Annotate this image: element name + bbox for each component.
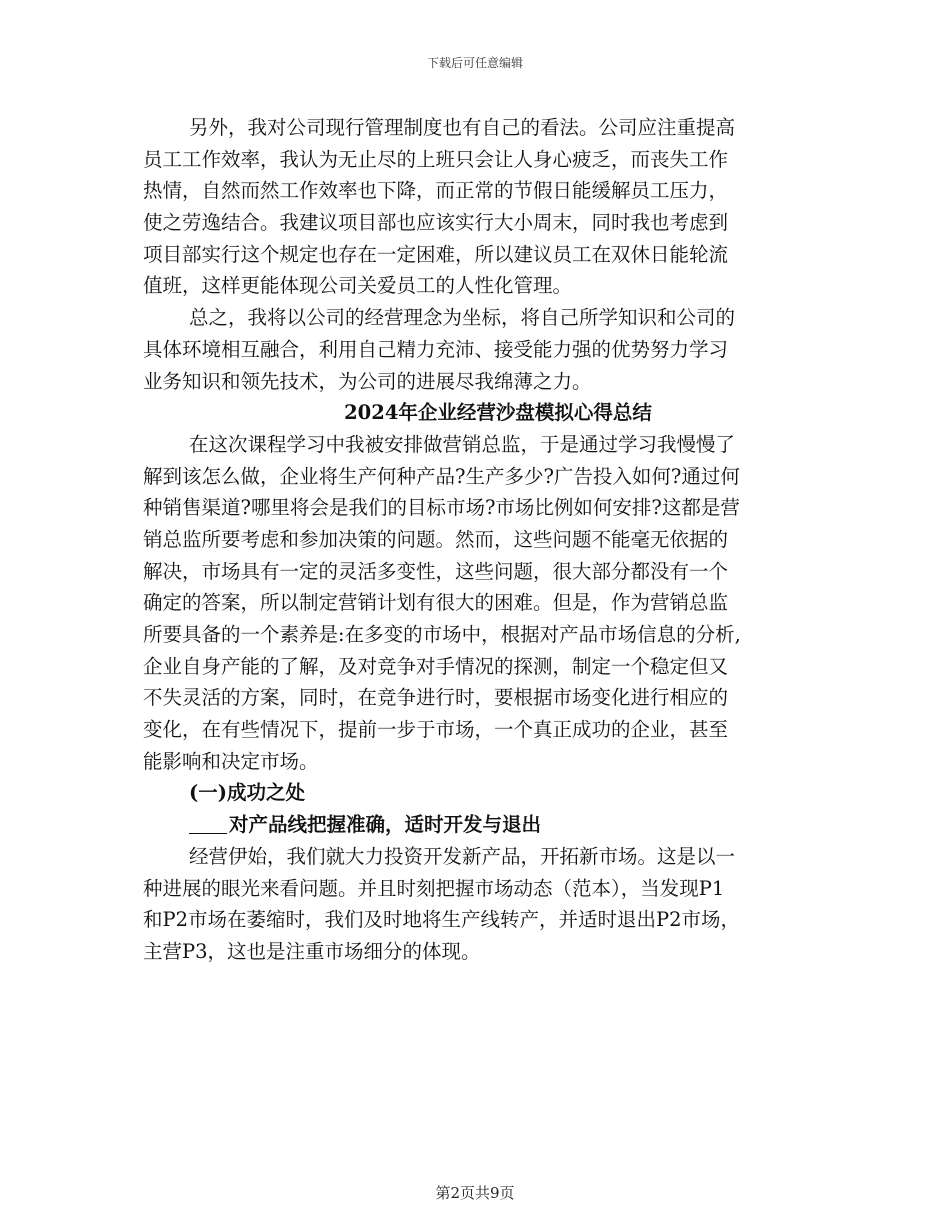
paragraph-line: 和P2市场在萎缩时，我们及时地将生产线转产，并适时退出P2市场， (143, 908, 741, 932)
paragraph-line: 种进展的眼光来看问题。并且时刻把握市场动态（范本），当发现P1 (143, 876, 725, 900)
paragraph-line: 使之劳逸结合。我建议项目部也应该实行大小周末，同时我也考虑到 (143, 211, 729, 235)
paragraph-line: 销总监所要考虑和参加决策的问题。然而，这些问题不能毫无依据的 (143, 527, 729, 551)
paragraph-line: 主营P3，这也是注重市场细分的体现。 (143, 939, 481, 963)
paragraph-line: 解到该怎么做，企业将生产何种产品?生产多少?广告投入如何?通过何 (143, 464, 740, 488)
paragraph-line: 在这次课程学习中我被安排做营销总监，于是通过学习我慢慢了 (189, 432, 736, 456)
paragraph-line: 总之，我将以公司的经营理念为坐标，将自己所学知识和公司的 (189, 306, 736, 330)
paragraph-line: 项目部实行这个规定也存在一定困难，所以建议员工在双休日能轮流 (143, 242, 729, 266)
paragraph-line: 不失灵活的方案，同时，在竞争进行时，要根据市场变化进行相应的 (143, 686, 729, 710)
paragraph-line: 另外，我对公司现行管理制度也有自己的看法。公司应注重提高 (189, 116, 736, 139)
paragraph-line: 所要具备的一个素养是:在多变的市场中，根据对产品市场信息的分析, (143, 623, 741, 646)
section-heading: (一)成功之处 (189, 781, 305, 805)
paragraph-line: 种销售渠道?哪里将会是我们的目标市场?市场比例如何安排?这都是营 (143, 496, 740, 520)
paragraph-line: 具体环境相互融合，利用自己精力充沛、接受能力强的优势努力学习 (143, 337, 729, 361)
document-body (143, 112, 833, 968)
paragraph-line: 确定的答案，所以制定营销计划有很大的困难。但是，作为营销总监 (143, 591, 729, 615)
paragraph-line: 业务知识和领先技术，为公司的进展尽我绵薄之力。 (143, 369, 592, 393)
subsection-heading (143, 809, 833, 841)
paragraph-line: 解决，市场具有一定的灵活多变性，这些问题，很大部分都没有一个 (143, 559, 729, 583)
paragraph-line: 热情，自然而然工作效率也下降，而正常的节假日能缓解员工压力， (143, 179, 729, 203)
page-footer: 第2页共9页 (435, 1184, 515, 1202)
document-title: 2024年企业经营沙盘模拟心得总结 (344, 401, 652, 425)
subsection-heading-text: 对产品线把握准确，适时开发与退出 (229, 813, 542, 837)
paragraph-line: 能影响和决定市场。 (143, 749, 319, 773)
paragraph-line: 变化，在有些情况下，提前一步于市场，一个真正成功的企业，甚至 (143, 718, 729, 742)
paragraph-line: 值班，这样更能体现公司关爱员工的人性化管理。 (143, 274, 573, 298)
paragraph-line: 员工工作效率，我认为无止尽的上班只会让人身心疲乏，而丧失工作 (143, 147, 729, 171)
blank-underline (189, 813, 227, 834)
page-header: 下载后可任意编辑 (426, 56, 523, 70)
paragraph-line: 经营伊始，我们就大力投资开发新产品，开拓新市场。这是以一 (189, 844, 736, 868)
paragraph-line: 企业自身产能的了解，及对竞争对手情况的探测，制定一个稳定但又 (143, 654, 729, 678)
